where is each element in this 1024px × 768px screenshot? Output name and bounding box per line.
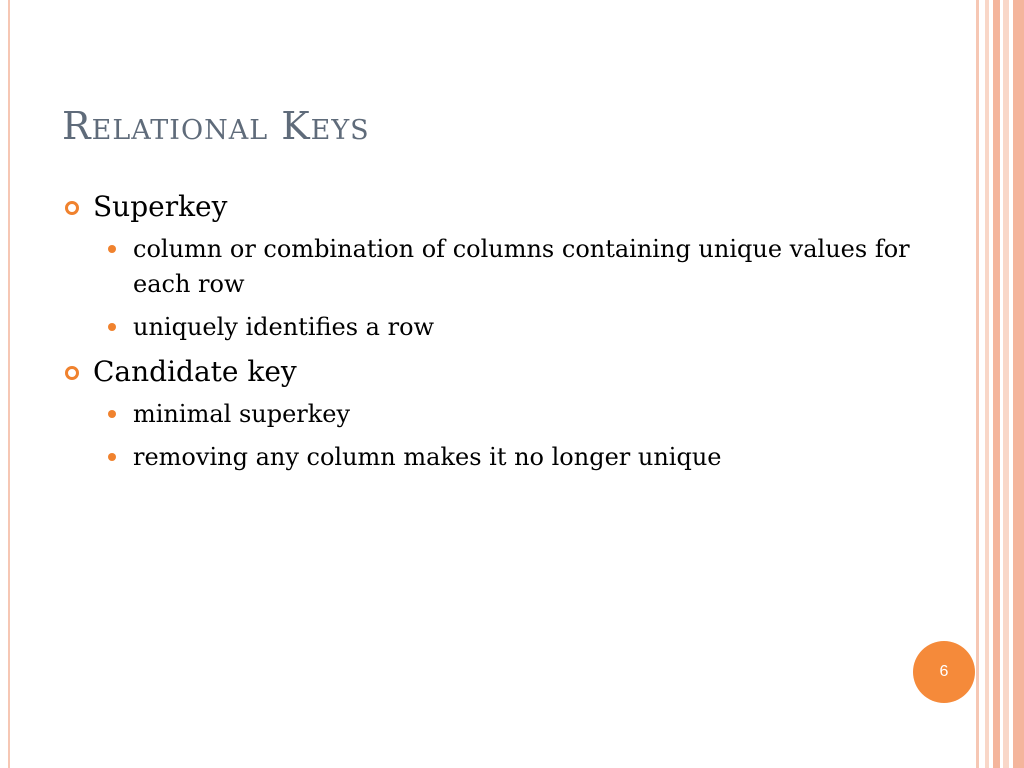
bullet-superkey [62,188,942,226]
dot-bullet-icon [108,410,116,418]
sub-bullet-text: minimal superkey [133,400,351,428]
sub-bullet-text: column or combination of columns containing unique values for each row [133,235,910,298]
sub-bullet-text: uniquely identifies a row [133,313,435,341]
bullet-text: Superkey [93,190,228,223]
left-border-line [8,0,10,768]
right-stripe-2 [985,0,989,768]
page-number: 6 [939,663,949,680]
ring-bullet-icon [65,366,79,380]
bullet-candidate-key [62,353,942,391]
dot-bullet-icon [108,323,116,331]
page-number-badge [913,641,975,703]
ring-bullet-icon [65,201,79,215]
right-stripe-3 [993,0,1000,768]
sub-bullet [62,440,913,475]
slide-content [62,188,942,483]
sub-bullet [62,397,913,432]
bullet-text: Candidate key [93,355,297,388]
right-stripe-1 [976,0,979,768]
right-stripe-5 [1013,0,1024,768]
sub-bullet-text: removing any column makes it no longer unique [133,443,722,471]
sub-bullet [62,310,913,345]
sub-bullet [62,232,913,302]
slide-title: Relational Keys [62,104,370,148]
dot-bullet-icon [108,453,116,461]
dot-bullet-icon [108,245,116,253]
right-stripe-4 [1003,0,1009,768]
